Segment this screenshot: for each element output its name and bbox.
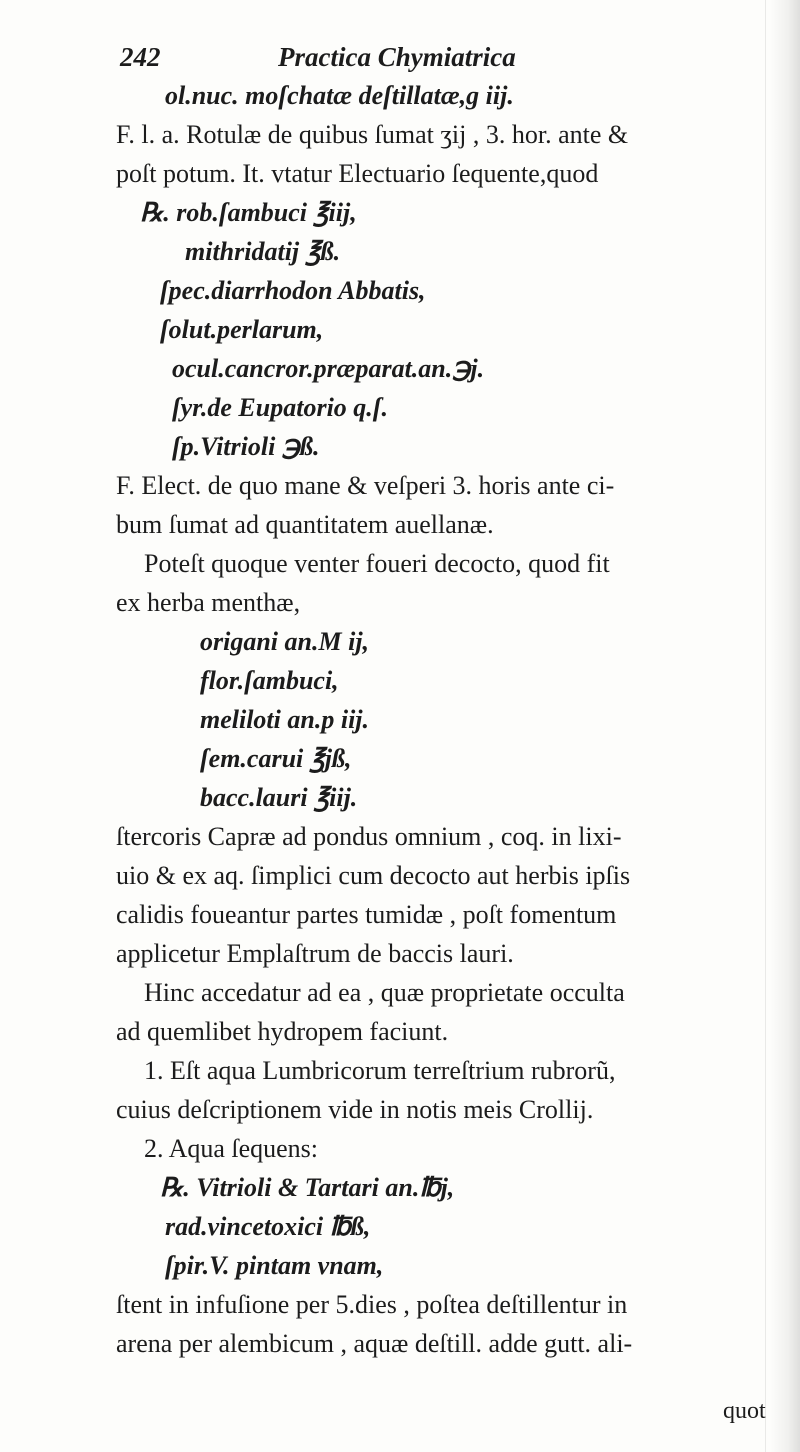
text-line: ſtent in infuſione per 5.dies , poſtea deſtillentur in [116,1290,628,1319]
text-line: Poteſt quoque venter foueri decocto, quod fit [144,549,610,578]
recipe-line: rad.vincetoxici ℔ß, [165,1212,371,1241]
text-line: arena per alembicum , aquæ deſtill. adde gutt. ali- [116,1329,633,1358]
recipe-line: ol.nuc. moſchatæ deſtillatæ,g iij. [165,81,514,110]
recipe-line: meliloti an.p iij. [200,705,370,734]
recipe-line: origani an.M ij, [200,627,370,656]
text-line: F. l. a. Rotulæ de quibus ſumat ʒij , 3. hor. ante & [116,120,629,149]
text-line: bum ſumat ad quantitatem auellanæ. [116,510,494,539]
text-line: ex herba menthæ, [116,588,301,617]
recipe-line: bacc.lauri ℥iij. [200,783,358,812]
text-line: Hinc accedatur ad ea , quæ proprietate occulta [144,978,625,1007]
catchword: quot [723,1398,766,1424]
recipe-line: ſpec.diarrhodon Abbatis, [160,276,426,305]
recipe-line: ſolut.perlarum, [160,315,324,344]
text-line: ſtercoris Capræ ad pondus omnium , coq. in lixi- [116,822,622,851]
text-line: poſt potum. It. vtatur Electuario ſequente,quod [116,159,599,188]
page-gutter-line [765,0,766,1452]
recipe-line: ℞. rob.ſambuci ℥iij, [140,198,357,227]
recipe-line: flor.ſambuci, [200,666,339,695]
text-line: uio & ex aq. ſimplici cum decocto aut herbis ipſis [116,861,631,890]
page-number: 242 [120,42,161,72]
recipe-line: mithridatij ℥ß. [185,237,341,266]
text-line: cuius deſcriptionem vide in notis meis Crollij. [116,1095,594,1124]
recipe-line: ocul.cancror.præparat.an.℈j. [172,354,485,383]
recipe-line: ſyr.de Eupatorio q.ſ. [172,393,388,422]
text-line: 2. Aqua ſequens: [144,1134,319,1163]
page-edge-shadow [770,0,800,1452]
text-line: F. Elect. de quo mane & veſperi 3. horis ante ci- [116,471,615,500]
text-line: calidis foueantur partes tumidæ , poſt fomentum [116,900,617,929]
recipe-line: ſpir.V. pintam vnam, [165,1251,384,1280]
running-title: Practica Chymiatrica [278,42,516,72]
text-line: ad quemlibet hydropem faciunt. [116,1017,449,1046]
recipe-line: ſp.Vitrioli ℈ß. [172,432,320,461]
text-line: applicetur Emplaſtrum de baccis lauri. [116,939,514,968]
text-line: 1. Eſt aqua Lumbricorum terreſtrium rubrorũ, [144,1056,616,1085]
recipe-line: ſem.carui ℥jß, [200,744,352,773]
recipe-line: ℞. Vitrioli & Tartari an.℔j, [160,1173,455,1202]
